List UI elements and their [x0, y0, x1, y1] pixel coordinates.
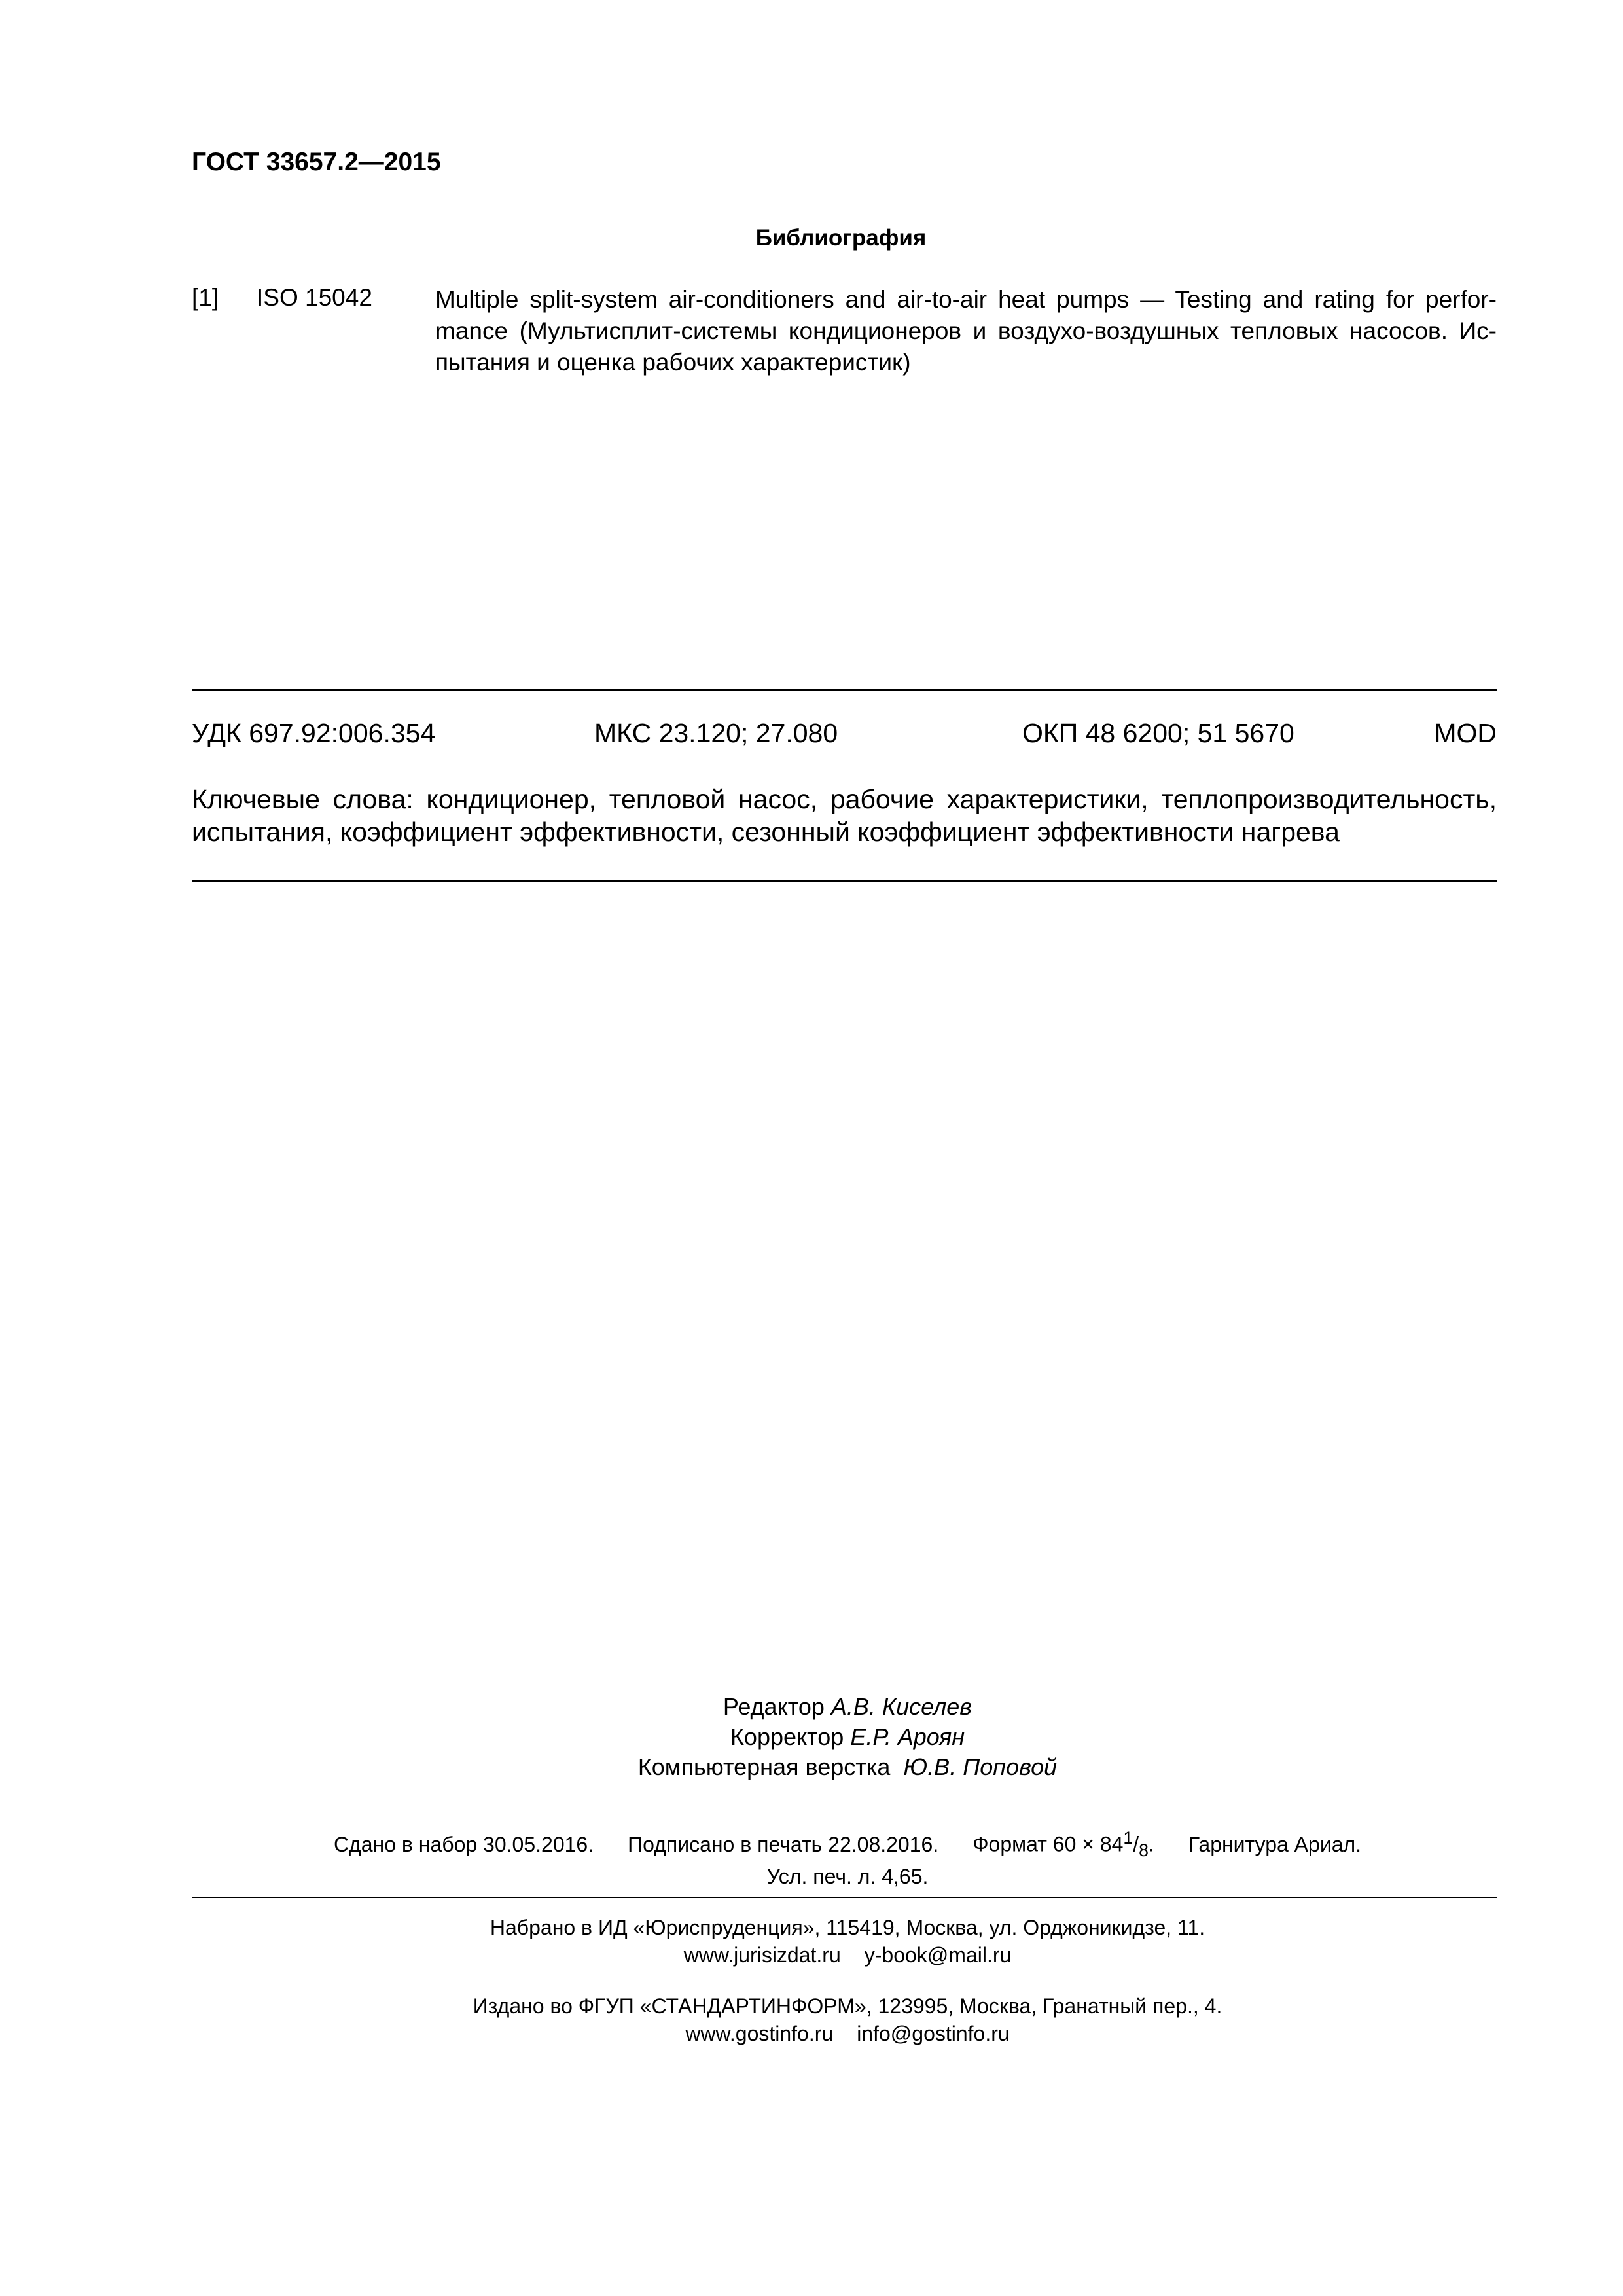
format-fraction-numerator: 1 [1123, 1828, 1133, 1848]
layout-name: Ю.В. Поповой [903, 1753, 1058, 1780]
sheets-info: Усл. печ. л. 4,65. [766, 1865, 929, 1889]
print-info-line [0, 1825, 1623, 1863]
typeset-date: Сдано в набор 30.05.2016. [333, 1832, 594, 1856]
layout-line [0, 1752, 1623, 1782]
reference-code: ISO 15042 [257, 284, 372, 311]
published-contacts [0, 2020, 1623, 2047]
format-info: Формат $60 \times 84^1/_8$. [972, 1828, 1154, 1861]
publisher-divider [192, 1897, 1497, 1898]
mks-code: МКС 23.120; 27.080 [594, 718, 838, 748]
publisher-block [0, 1914, 1623, 2047]
format-label: Формат 60 × 84 [972, 1832, 1124, 1856]
print-info-block [0, 1825, 1623, 1890]
corrector-label: Корректор [730, 1723, 844, 1750]
corrector-name: Е.Р. Ароян [850, 1723, 965, 1750]
format-fraction-denominator: 8 [1139, 1840, 1149, 1861]
editor-line [0, 1692, 1623, 1722]
published-site-link[interactable]: www.gostinfo.ru [685, 2022, 834, 2045]
okp-code: ОКП 48 6200; 51 5670 [1022, 718, 1294, 748]
bottom-divider [192, 880, 1497, 882]
published-email-link[interactable]: info@gostinfo.ru [857, 2022, 1010, 2045]
credits-block [0, 1692, 1623, 1782]
signed-date: Подписано в печать 22.08.2016. [628, 1832, 939, 1856]
typeset-contacts [0, 1941, 1623, 1969]
keywords-paragraph: Ключевые слова: кондиционер, тепловой насос, рабочие характеристики, теплопроизводительность, испытания, коэффициент эффективности, сезонный коэффициент эффективности нагрева [192, 784, 1497, 847]
layout-label: Компьютерная верстка [637, 1753, 891, 1780]
editor-label: Редактор [722, 1693, 825, 1720]
typeset-site-link[interactable]: www.jurisizdat.ru [683, 1943, 841, 1967]
bibliography-title: Библиография [755, 225, 927, 251]
editor-name: А.В. Киселев [830, 1693, 972, 1720]
published-by: Издано во ФГУП «СТАНДАРТИНФОРМ», 123995, Москва, Гранатный пер., 4. [473, 1994, 1222, 2018]
mod-marker: MOD [1434, 718, 1497, 748]
document-number: ГОСТ 33657.2—2015 [192, 148, 441, 176]
corrector-line [0, 1722, 1623, 1752]
format-end: . [1148, 1832, 1154, 1856]
typeset-email-link[interactable]: y-book@mail.ru [864, 1943, 1012, 1967]
udk-code: УДК 697.92:006.354 [192, 718, 436, 748]
typeset-by: Набрано в ИД «Юриспруденция», 115419, Москва, ул. Орджоникидзе, 11. [490, 1916, 1205, 1939]
reference-number: [1] [192, 284, 219, 311]
top-divider [192, 689, 1497, 691]
typeface-info: Гарнитура Ариал. [1188, 1832, 1362, 1856]
reference-text: Multiple split-system air-conditioners and air-to-air heat pumps — Testing and rating for perfor-mance (Мультисплит-системы кондиционеров и воздухо-воздушных тепловых насосов. Ис-пытания и оценка рабочих характеристик) [435, 286, 1497, 376]
